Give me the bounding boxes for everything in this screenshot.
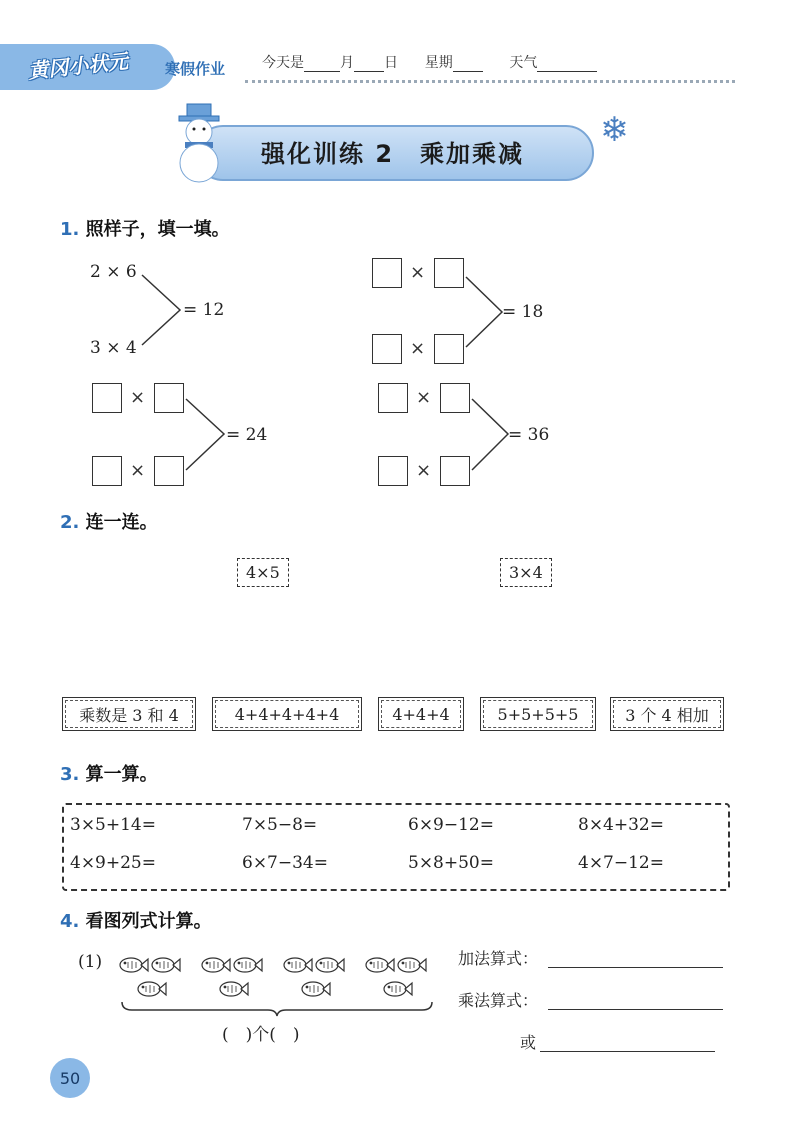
answer-box[interactable] <box>434 334 464 364</box>
page-number: 50 <box>50 1058 90 1098</box>
page-title: 强化训练 2 乘加乘减 <box>260 140 525 168</box>
fish-group-4 <box>366 958 426 996</box>
section1-heading <box>60 215 230 241</box>
addition-answer-line[interactable] <box>548 966 723 968</box>
calc-problem: 3×5+14= <box>70 815 156 835</box>
match-card-bottom[interactable]: 3 个 4 相加 <box>610 697 724 731</box>
answer-box[interactable] <box>440 383 470 413</box>
section4-number: 4. <box>60 911 80 932</box>
fish-group-2 <box>202 958 262 996</box>
puzzle3-connector <box>470 396 512 476</box>
calc-problem: 6×7−34= <box>242 853 328 873</box>
match-card-bottom[interactable]: 5+5+5+5 <box>480 697 596 731</box>
times-sign: × <box>130 460 146 481</box>
example-bottom-expression: 3 × 4 <box>90 338 137 358</box>
calc-problem: 8×4+32= <box>578 815 664 835</box>
calc-problem: 7×5−8= <box>242 815 318 835</box>
puzzle2-result: = 24 <box>226 425 268 445</box>
weekday-blank[interactable] <box>453 57 483 72</box>
answer-box[interactable] <box>378 456 408 486</box>
problem-label: (1) <box>78 952 103 972</box>
brand-logo: 黄冈小状元 <box>27 48 130 84</box>
day-blank[interactable] <box>354 57 384 72</box>
times-sign: × <box>416 387 432 408</box>
calc-problem: 5×8+50= <box>408 853 494 873</box>
calc-problem: 4×9+25= <box>70 853 156 873</box>
times-sign: × <box>416 460 432 481</box>
match-card-top[interactable]: 3×4 <box>500 558 552 587</box>
month-blank[interactable] <box>304 57 340 72</box>
date-day-label: 日 <box>384 55 398 71</box>
date-weather-label: 天气 <box>509 55 538 71</box>
puzzle1-connector <box>464 272 506 352</box>
answer-box[interactable] <box>434 258 464 288</box>
calc-problem: 6×9−12= <box>408 815 494 835</box>
brace-caption: ( )个( ) <box>222 1025 300 1045</box>
alternate-answer-line[interactable] <box>540 1050 715 1052</box>
date-today-label: 今天是 <box>262 55 304 71</box>
section2-instruction: 连一连。 <box>85 512 158 533</box>
brace-icon <box>120 1000 435 1018</box>
section2-number: 2. <box>60 512 80 533</box>
section3-number: 3. <box>60 764 80 785</box>
multiplication-label: 乘法算式： <box>458 991 539 1010</box>
date-line <box>262 52 597 72</box>
section2-heading <box>60 508 158 534</box>
weather-blank[interactable] <box>537 57 597 72</box>
header-divider <box>245 80 735 83</box>
answer-box[interactable] <box>378 383 408 413</box>
example-result: = 12 <box>183 300 225 320</box>
answer-box[interactable] <box>154 456 184 486</box>
section1-number: 1. <box>60 219 80 240</box>
addition-label: 加法算式： <box>458 949 539 968</box>
answer-box[interactable] <box>92 383 122 413</box>
or-label: 或 <box>520 1033 537 1052</box>
example-top-expression: 2 × 6 <box>90 262 137 282</box>
section1-instruction: 照样子，填一填。 <box>85 219 230 240</box>
answer-box[interactable] <box>372 258 402 288</box>
answer-box[interactable] <box>440 456 470 486</box>
section4-heading <box>60 907 212 933</box>
section3-instruction: 算一算。 <box>85 764 158 785</box>
times-sign: × <box>410 262 426 283</box>
example-connector <box>140 270 185 350</box>
match-card-bottom[interactable]: 乘数是 3 和 4 <box>62 697 196 731</box>
times-sign: × <box>130 387 146 408</box>
multiplication-answer-line[interactable] <box>548 1008 723 1010</box>
section3-heading <box>60 760 158 786</box>
puzzle2-connector <box>184 396 228 476</box>
puzzle1-result: = 18 <box>502 302 544 322</box>
calc-problem: 4×7−12= <box>578 853 664 873</box>
snowflake-icon: ❄ <box>600 110 629 150</box>
section4-instruction: 看图列式计算。 <box>85 911 212 932</box>
answer-box[interactable] <box>154 383 184 413</box>
times-sign: × <box>410 338 426 359</box>
homework-label: 寒假作业 <box>165 60 226 78</box>
date-month-label: 月 <box>340 55 354 71</box>
puzzle3-result: = 36 <box>508 425 550 445</box>
match-card-bottom[interactable]: 4+4+4 <box>378 697 464 731</box>
answer-box[interactable] <box>92 456 122 486</box>
match-card-top[interactable]: 4×5 <box>237 558 289 587</box>
fish-group-1 <box>120 958 180 996</box>
fish-group-3 <box>284 958 344 996</box>
match-card-bottom[interactable]: 4+4+4+4+4 <box>212 697 362 731</box>
answer-box[interactable] <box>372 334 402 364</box>
date-weekday-label: 星期 <box>424 55 453 71</box>
